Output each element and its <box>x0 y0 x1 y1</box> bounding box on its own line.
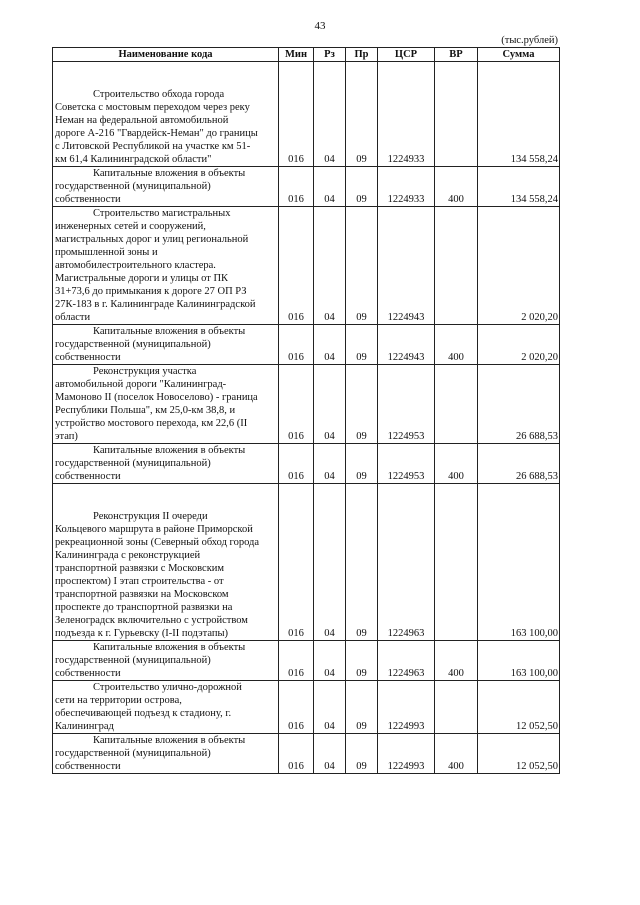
table-row <box>53 484 560 641</box>
cell-vr <box>435 207 478 325</box>
cell-min: 016 <box>279 734 314 774</box>
header-csr: ЦСР <box>378 48 435 62</box>
cell-min: 016 <box>279 167 314 207</box>
cell-name <box>53 444 279 484</box>
table-row <box>53 641 560 681</box>
table-row <box>53 325 560 365</box>
cell-sum: 26 688,53 <box>478 365 560 444</box>
cell-name <box>53 62 279 167</box>
cell-rz: 04 <box>314 734 346 774</box>
cell-vr: 400 <box>435 444 478 484</box>
cell-csr: 1224993 <box>378 734 435 774</box>
cell-name <box>53 207 279 325</box>
budget-table <box>52 47 560 774</box>
header-rz: Рз <box>314 48 346 62</box>
cell-name <box>53 167 279 207</box>
cell-pr: 09 <box>346 734 378 774</box>
cell-csr: 1224933 <box>378 62 435 167</box>
cell-pr: 09 <box>346 167 378 207</box>
cell-csr: 1224943 <box>378 325 435 365</box>
cell-vr <box>435 62 478 167</box>
row-name-text: Капитальные вложения в объекты государственной (муниципальной) собственности <box>55 735 246 772</box>
cell-csr: 1224963 <box>378 641 435 681</box>
cell-min: 016 <box>279 207 314 325</box>
cell-vr: 400 <box>435 734 478 774</box>
row-name-text: Реконструкция участка автомобильной дороги "Калининград- Мамоново II (поселок Новоселово) - граница Республики Польша", км 25,0-км 38,8, и устройство мостового перехода, км 22,6 (II этап) <box>55 366 258 442</box>
cell-rz: 04 <box>314 484 346 641</box>
cell-min: 016 <box>279 62 314 167</box>
row-name-text: Строительство магистральных инженерных сетей и сооружений, магистральных дорог и улиц региональной промышленной зоны и автомобилестроительного кластера. Магистральные дороги и улицы от ПК 31+73,6 до примыкания к дороге 27 ОП РЗ 27К-183 в г. Калининграде Калининградской области <box>55 208 256 323</box>
header-vr: ВР <box>435 48 478 62</box>
table-row <box>53 365 560 444</box>
row-name-text: Капитальные вложения в объекты государственной (муниципальной) собственности <box>55 326 246 363</box>
row-name-text: Капитальные вложения в объекты государственной (муниципальной) собственности <box>55 642 246 679</box>
header-sum: Сумма <box>478 48 560 62</box>
table-row <box>53 62 560 167</box>
header-pr: Пр <box>346 48 378 62</box>
cell-name <box>53 681 279 734</box>
cell-name <box>53 484 279 641</box>
header-min: Мин <box>279 48 314 62</box>
cell-min: 016 <box>279 325 314 365</box>
cell-rz: 04 <box>314 641 346 681</box>
cell-name <box>53 365 279 444</box>
cell-sum: 134 558,24 <box>478 167 560 207</box>
cell-pr: 09 <box>346 444 378 484</box>
row-name-text: Капитальные вложения в объекты государственной (муниципальной) собственности <box>55 445 246 482</box>
header-name: Наименование кода <box>53 48 279 62</box>
cell-min: 016 <box>279 444 314 484</box>
cell-rz: 04 <box>314 444 346 484</box>
cell-sum: 26 688,53 <box>478 444 560 484</box>
table-body <box>53 62 560 774</box>
cell-rz: 04 <box>314 681 346 734</box>
cell-csr: 1224953 <box>378 365 435 444</box>
cell-vr: 400 <box>435 641 478 681</box>
row-name-text: Строительство улично-дорожной сети на территории острова, обеспечивающей подъезд к стадиону, г. Калининград <box>55 682 242 732</box>
cell-pr: 09 <box>346 484 378 641</box>
cell-rz: 04 <box>314 207 346 325</box>
cell-rz: 04 <box>314 325 346 365</box>
cell-min: 016 <box>279 641 314 681</box>
cell-vr <box>435 484 478 641</box>
table-header <box>53 48 560 62</box>
cell-sum: 2 020,20 <box>478 325 560 365</box>
cell-sum: 12 052,50 <box>478 734 560 774</box>
table-row <box>53 734 560 774</box>
cell-rz: 04 <box>314 62 346 167</box>
cell-csr: 1224963 <box>378 484 435 641</box>
table-row <box>53 681 560 734</box>
page-number: 43 <box>314 20 326 32</box>
cell-csr: 1224993 <box>378 681 435 734</box>
cell-rz: 04 <box>314 365 346 444</box>
cell-sum: 163 100,00 <box>478 641 560 681</box>
cell-name <box>53 641 279 681</box>
row-name-text: Капитальные вложения в объекты государственной (муниципальной) собственности <box>55 168 246 205</box>
cell-name <box>53 325 279 365</box>
table-row <box>53 167 560 207</box>
cell-pr: 09 <box>346 365 378 444</box>
cell-sum: 2 020,20 <box>478 207 560 325</box>
cell-sum: 163 100,00 <box>478 484 560 641</box>
cell-csr: 1224933 <box>378 167 435 207</box>
cell-min: 016 <box>279 365 314 444</box>
cell-name <box>53 734 279 774</box>
cell-sum: 134 558,24 <box>478 62 560 167</box>
cell-vr: 400 <box>435 325 478 365</box>
cell-pr: 09 <box>346 681 378 734</box>
table-row <box>53 444 560 484</box>
cell-pr: 09 <box>346 641 378 681</box>
cell-pr: 09 <box>346 325 378 365</box>
cell-pr: 09 <box>346 62 378 167</box>
table-row <box>53 207 560 325</box>
cell-csr: 1224943 <box>378 207 435 325</box>
cell-vr <box>435 681 478 734</box>
cell-vr: 400 <box>435 167 478 207</box>
row-name-text: Строительство обхода города Советска с мостовым переходом через реку Неман на федеральной автомобильной дороге А-216 "Гвардейск-Неман" до границы с Литовской Республикой на участке км 51- км 61,4 Калининградской области" <box>55 89 258 165</box>
cell-vr <box>435 365 478 444</box>
row-name-text: Реконструкция II очереди Кольцевого маршрута в районе Приморской рекреационной зоны (Северный обход города Калининграда с реконструкцией транспортной развязки с Московским проспектом) I этап строительства - от транспортной развязки на Московском проспекте до транспортной развязки на Зеленоградск включительно с устройством подъезда к г. Гурьевску (I-II подэтапы) <box>55 511 260 639</box>
cell-min: 016 <box>279 484 314 641</box>
cell-sum: 12 052,50 <box>478 681 560 734</box>
cell-rz: 04 <box>314 167 346 207</box>
cell-pr: 09 <box>346 207 378 325</box>
cell-csr: 1224953 <box>378 444 435 484</box>
cell-min: 016 <box>279 681 314 734</box>
units-label: (тыс.рублей) <box>501 35 558 46</box>
